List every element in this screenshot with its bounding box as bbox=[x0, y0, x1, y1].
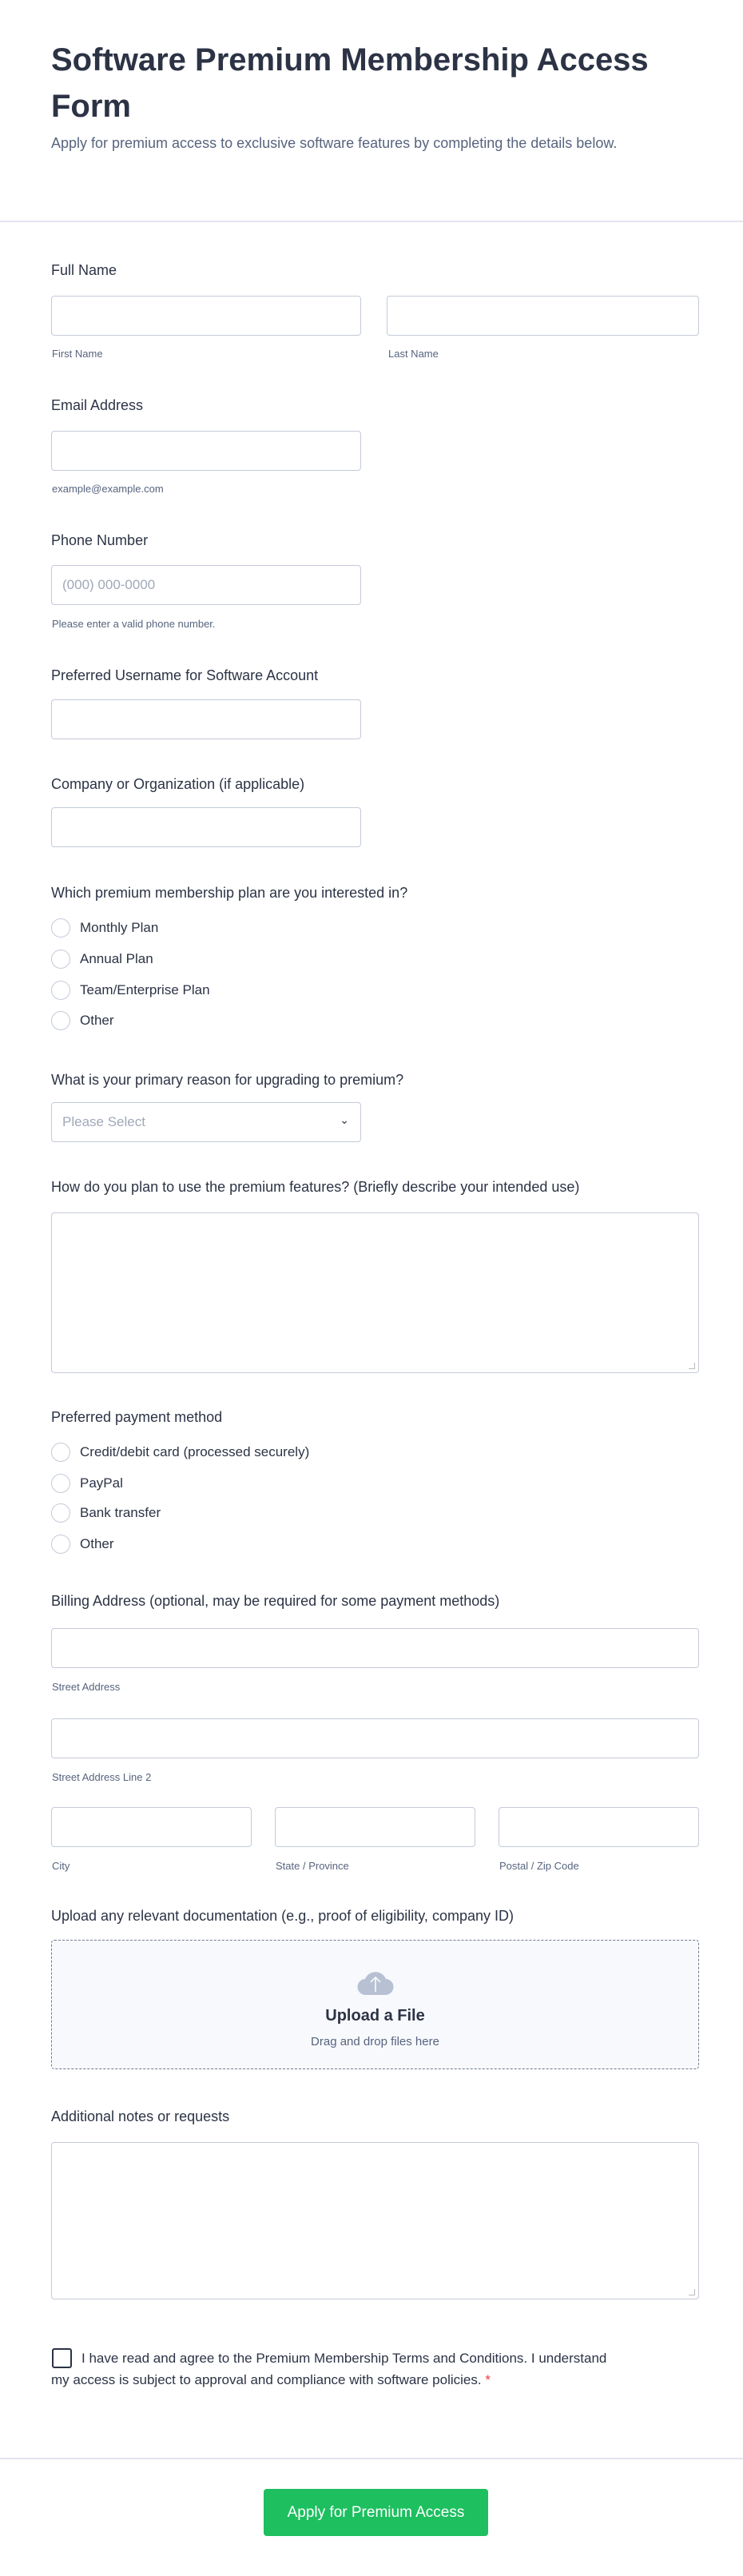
phone-placeholder: (000) 000-0000 bbox=[62, 577, 156, 592]
radio-other-payment[interactable] bbox=[51, 1535, 70, 1554]
username-input[interactable] bbox=[51, 699, 361, 739]
upload-label: Upload any relevant documentation (e.g., proof of eligibility, company ID) bbox=[51, 1908, 514, 1924]
submit-button[interactable]: Apply for Premium Access bbox=[264, 2489, 488, 2536]
radio-label[interactable]: Monthly Plan bbox=[80, 920, 159, 935]
file-upload-dropzone[interactable] bbox=[51, 1940, 699, 2069]
street2-sublabel: Street Address Line 2 bbox=[52, 1771, 152, 1783]
page-title: Software Premium Membership Access Form bbox=[51, 42, 649, 124]
usage-textarea[interactable] bbox=[51, 1212, 699, 1373]
usage-label: How do you plan to use the premium features? (Briefly describe your intended use) bbox=[51, 1179, 580, 1195]
radio-card[interactable] bbox=[51, 1443, 70, 1462]
notes-textarea[interactable] bbox=[51, 2142, 699, 2299]
footer-divider bbox=[0, 2458, 743, 2459]
radio-label[interactable]: PayPal bbox=[80, 1475, 123, 1491]
company-label: Company or Organization (if applicable) bbox=[51, 776, 305, 792]
state-sublabel: State / Province bbox=[276, 1860, 349, 1872]
email-label: Email Address bbox=[51, 397, 144, 413]
billing-label: Billing Address (optional, may be required for some payment methods) bbox=[51, 1593, 500, 1609]
radio-team-plan[interactable] bbox=[51, 981, 70, 1000]
upload-title: Upload a File bbox=[325, 2007, 425, 2025]
header-divider bbox=[0, 221, 743, 222]
radio-label[interactable]: Bank transfer bbox=[80, 1505, 161, 1520]
radio-other-plan[interactable] bbox=[51, 1011, 70, 1030]
radio-bank[interactable] bbox=[51, 1503, 70, 1523]
radio-label[interactable]: Team/Enterprise Plan bbox=[80, 982, 210, 997]
email-sublabel: example@example.com bbox=[52, 483, 164, 495]
phone-input[interactable] bbox=[51, 565, 361, 605]
radio-monthly-plan[interactable] bbox=[51, 918, 70, 938]
full-name-label: Full Name bbox=[51, 262, 117, 278]
zip-sublabel: Postal / Zip Code bbox=[499, 1860, 579, 1872]
terms-text: I have read and agree to the Premium Membership Terms and Conditions. I understand my access is subject to approval and compliance with software policies. bbox=[51, 2351, 607, 2387]
required-mark: * bbox=[485, 2372, 491, 2387]
username-label: Preferred Username for Software Account bbox=[51, 667, 319, 683]
radio-label[interactable]: Credit/debit card (processed securely) bbox=[80, 1444, 310, 1459]
zip-input[interactable] bbox=[499, 1807, 699, 1847]
resize-handle-icon[interactable] bbox=[689, 2289, 695, 2295]
street-sublabel: Street Address bbox=[52, 1681, 121, 1693]
payment-label: Preferred payment method bbox=[51, 1409, 223, 1425]
city-sublabel: City bbox=[52, 1860, 70, 1872]
cloud-upload-icon bbox=[356, 1968, 395, 1997]
phone-hint: Please enter a valid phone number. bbox=[52, 618, 216, 630]
radio-paypal[interactable] bbox=[51, 1474, 70, 1493]
street-input[interactable] bbox=[51, 1628, 699, 1668]
company-input[interactable] bbox=[51, 807, 361, 847]
city-input[interactable] bbox=[51, 1807, 252, 1847]
reason-select[interactable] bbox=[51, 1102, 361, 1142]
first-name-input[interactable] bbox=[51, 296, 361, 336]
page-subtitle: Apply for premium access to exclusive software features by completing the details below. bbox=[51, 135, 618, 151]
reason-placeholder: Please Select bbox=[62, 1114, 145, 1129]
reason-label: What is your primary reason for upgrading to premium? bbox=[51, 1072, 404, 1088]
phone-label: Phone Number bbox=[51, 532, 149, 548]
resize-handle-icon[interactable] bbox=[689, 1363, 695, 1369]
last-name-input[interactable] bbox=[387, 296, 699, 336]
chevron-down-icon: ⌄ bbox=[340, 1113, 349, 1126]
email-input[interactable] bbox=[51, 431, 361, 471]
notes-label: Additional notes or requests bbox=[51, 2108, 230, 2124]
radio-label[interactable]: Other bbox=[80, 1536, 114, 1551]
first-name-sublabel: First Name bbox=[52, 348, 103, 360]
plan-label: Which premium membership plan are you interested in? bbox=[51, 885, 408, 901]
radio-annual-plan[interactable] bbox=[51, 950, 70, 969]
street2-input[interactable] bbox=[51, 1718, 699, 1758]
radio-label[interactable]: Annual Plan bbox=[80, 951, 153, 966]
state-input[interactable] bbox=[275, 1807, 475, 1847]
upload-hint: Drag and drop files here bbox=[311, 2035, 439, 2048]
last-name-sublabel: Last Name bbox=[388, 348, 439, 360]
radio-label[interactable]: Other bbox=[80, 1013, 114, 1028]
terms-label[interactable] bbox=[51, 2347, 610, 2391]
